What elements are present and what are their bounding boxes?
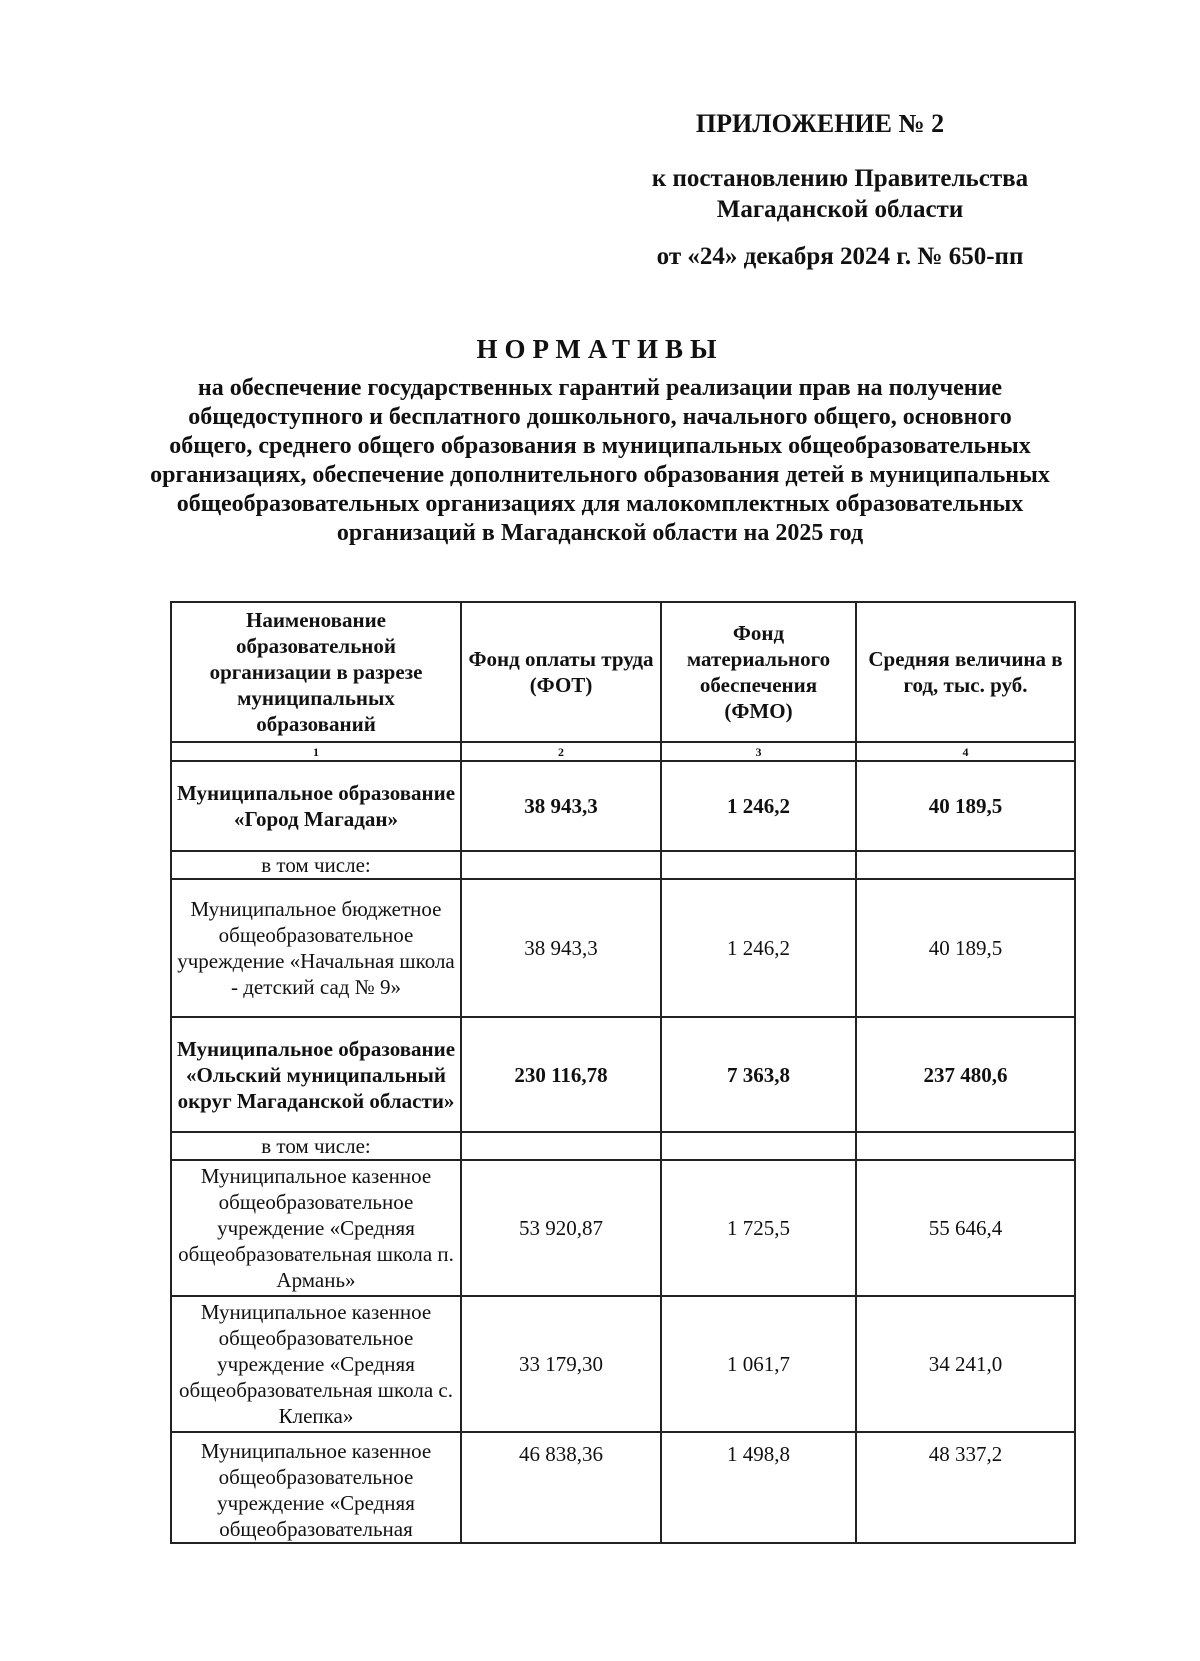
row-average <box>856 1132 1075 1160</box>
row-fmo: 1 498,8 <box>661 1432 856 1543</box>
appendix-region-line: Магаданской области <box>716 195 964 223</box>
header-average: Средняя величина в год, тыс. руб. <box>856 602 1075 742</box>
appendix-title: ПРИЛОЖЕНИЕ № 2 <box>695 109 945 138</box>
row-fot <box>461 851 661 879</box>
table-row <box>171 879 1075 1017</box>
appendix-date-line: от «24» декабря 2024 г. № 650-пп <box>656 243 1024 270</box>
row-name: Муниципальное казенное общеобразовательное учреждение «Средняя общеобразовательная <box>171 1432 461 1543</box>
table-header-row <box>171 602 1075 742</box>
row-fot: 53 920,87 <box>461 1160 661 1296</box>
column-number: 2 <box>461 742 661 761</box>
row-fot: 38 943,3 <box>461 761 661 851</box>
row-fmo: 1 725,5 <box>661 1160 856 1296</box>
row-fot <box>461 1132 661 1160</box>
table-row <box>171 1017 1075 1132</box>
row-name: Муниципальное бюджетное общеобразовательное учреждение «Начальная школа - детский сад № 9» <box>171 879 461 1017</box>
row-fot: 33 179,30 <box>461 1296 661 1432</box>
appendix-block <box>610 108 1070 272</box>
column-number: 3 <box>661 742 856 761</box>
row-fmo <box>661 1132 856 1160</box>
table-row <box>171 1296 1075 1432</box>
row-fmo: 1 246,2 <box>661 761 856 851</box>
row-average: 237 480,6 <box>856 1017 1075 1132</box>
row-name: в том числе: <box>171 851 461 879</box>
row-name: Муниципальное казенное общеобразовательное учреждение «Средняя общеобразовательная школа п. Армань» <box>171 1160 461 1296</box>
row-average <box>856 851 1075 879</box>
row-fmo: 1 061,7 <box>661 1296 856 1432</box>
appendix-resolution-line: к постановлению Правительства <box>651 164 1029 192</box>
column-number-row <box>171 742 1075 761</box>
row-fmo: 1 246,2 <box>661 879 856 1017</box>
column-number: 4 <box>856 742 1075 761</box>
table-row <box>171 1432 1075 1543</box>
row-fmo: 7 363,8 <box>661 1017 856 1132</box>
row-name: Муниципальное казенное общеобразовательное учреждение «Средняя общеобразовательная школа с. Клепка» <box>171 1296 461 1432</box>
row-fmo <box>661 851 856 879</box>
row-fot: 230 116,78 <box>461 1017 661 1132</box>
column-number: 1 <box>171 742 461 761</box>
row-name: Муниципальное образование «Ольский муниципальный округ Магаданской области» <box>171 1017 461 1132</box>
row-name: в том числе: <box>171 1132 461 1160</box>
document-title: НОРМАТИВЫ <box>476 334 724 364</box>
header-fot: Фонд оплаты труда (ФОТ) <box>461 602 661 742</box>
row-average: 40 189,5 <box>856 879 1075 1017</box>
table-row <box>171 1132 1075 1160</box>
norms-table <box>170 601 1076 1544</box>
row-fot: 38 943,3 <box>461 879 661 1017</box>
row-average: 55 646,4 <box>856 1160 1075 1296</box>
table-row <box>171 851 1075 879</box>
header-org-name: Наименование образовательной организации в разрезе муниципальных образований <box>171 602 461 742</box>
row-average: 34 241,0 <box>856 1296 1075 1432</box>
row-name: Муниципальное образование «Город Магадан» <box>171 761 461 851</box>
header-fmo: Фонд материального обеспечения (ФМО) <box>661 602 856 742</box>
row-fot: 46 838,36 <box>461 1432 661 1543</box>
row-average: 40 189,5 <box>856 761 1075 851</box>
table-row <box>171 761 1075 851</box>
row-average: 48 337,2 <box>856 1432 1075 1543</box>
table-row <box>171 1160 1075 1296</box>
document-subtitle: на обеспечение государственных гарантий реализации прав на получение общедоступного и бесплатного дошкольного, начального общего, основного общего, среднего общего образования в муниципальных общеобразовательных организациях, обеспечение дополнительного образования детей в муниципальных общеобразовательных организациях для малокомплектных образовательных организаций в Магаданской области на 2025 год <box>150 375 1050 546</box>
